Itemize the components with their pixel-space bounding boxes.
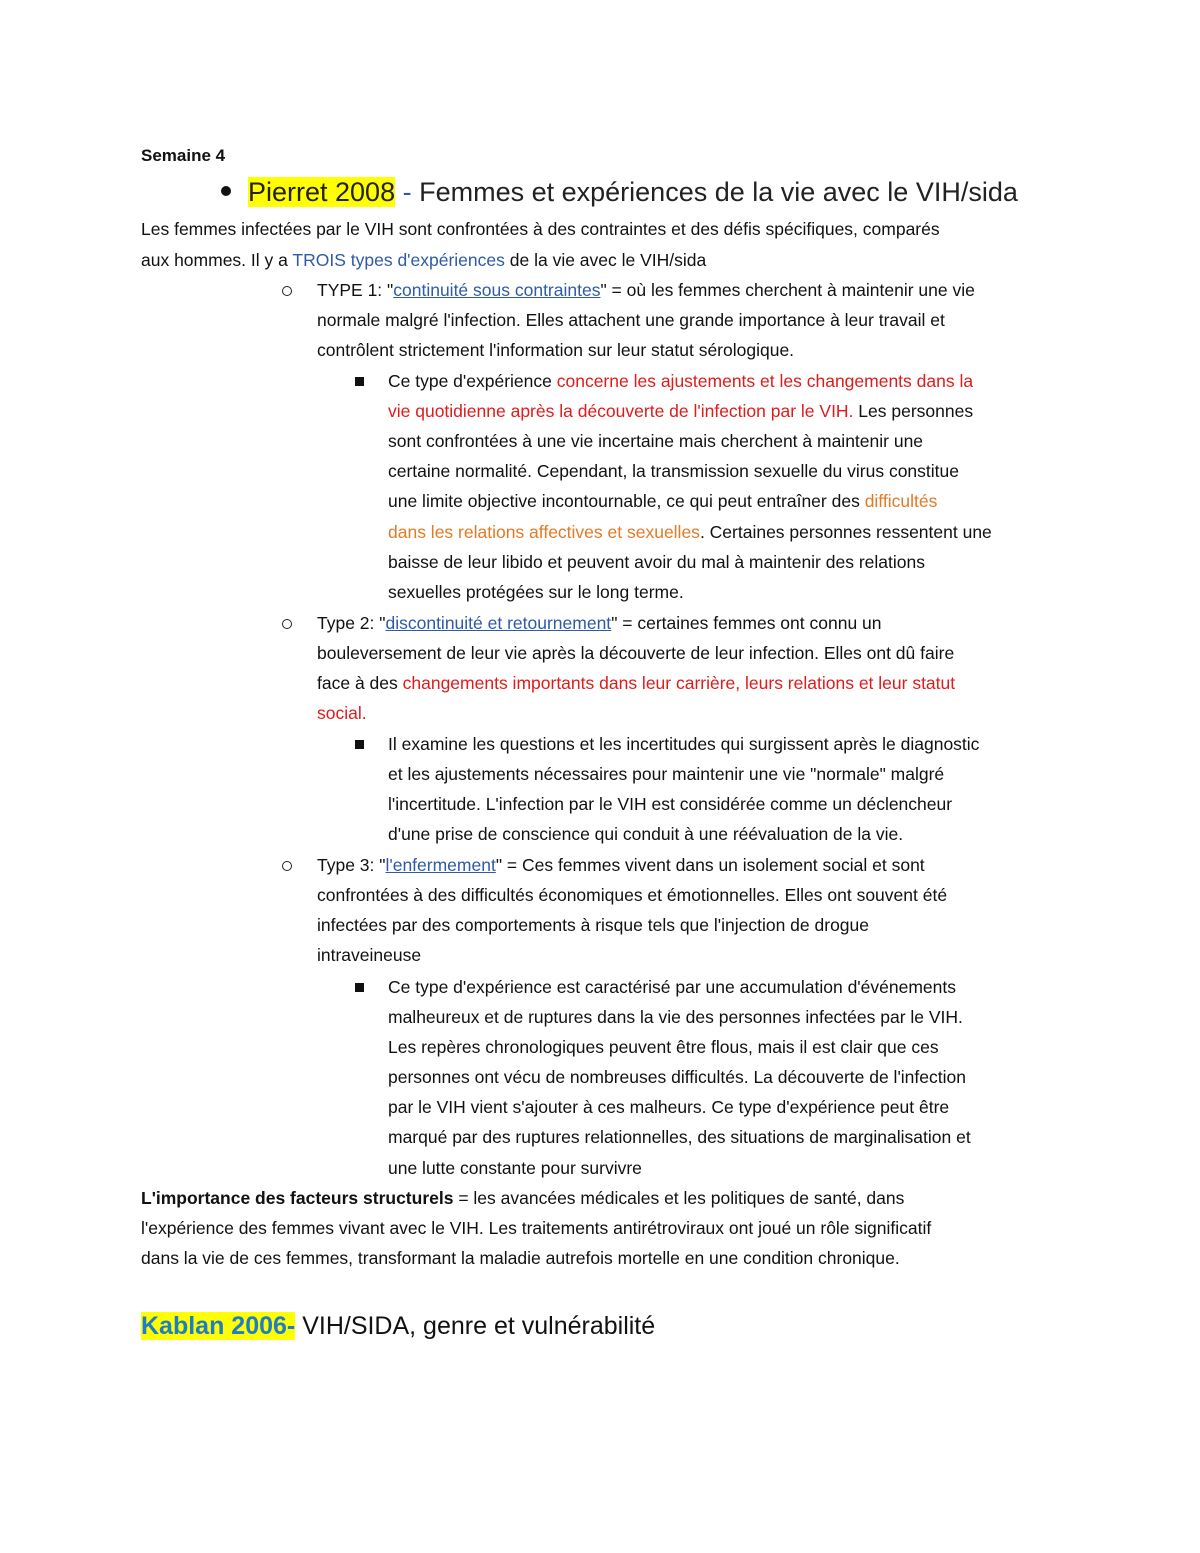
- paragraph-line: aux hommes. Il y a TROIS types d'expériences de la vie avec le VIH/sida: [141, 250, 707, 270]
- list-item-line: intraveineuse: [317, 945, 422, 965]
- sub-item-line: dans les relations affectives et sexuelles. Certaines personnes ressentent une: [388, 522, 992, 542]
- sub-item-line: d'une prise de conscience qui conduit à une réévaluation de la vie.: [388, 824, 904, 844]
- type3-link[interactable]: l'enfermement: [385, 855, 496, 875]
- sub-item-line: une limite objective incontournable, ce qui peut entraîner des difficultés: [388, 491, 938, 511]
- sub-item-line: Ce type d'expérience concerne les ajustements et les changements dans la: [388, 371, 974, 391]
- sub-item-line: vie quotidienne après la découverte de l'infection par le VIH. Les personnes: [388, 401, 974, 421]
- sub-item-line: certaine normalité. Cependant, la transmission sexuelle du virus constitue: [388, 461, 959, 481]
- square-bullet-icon: [355, 377, 364, 386]
- paragraph-line: L'importance des facteurs structurels = les avancées médicales et les politiques de santé, dans: [141, 1188, 905, 1208]
- bold-term: L'importance des facteurs structurels: [141, 1188, 454, 1208]
- list-item-line: confrontées à des difficultés économiques et émotionnelles. Elles ont souvent été: [317, 885, 948, 905]
- emphasis-text: TROIS types d'expériences: [292, 250, 505, 270]
- sub-item-line: malheureux et de ruptures dans la vie des personnes infectées par le VIH.: [388, 1007, 963, 1027]
- sub-item-line: Les repères chronologiques peuvent être flous, mais il est clair que ces: [388, 1037, 939, 1057]
- square-bullet-icon: [355, 983, 364, 992]
- list-item-type3: Type 3: "l'enfermement" = Ces femmes vivent dans un isolement social et sont: [317, 855, 925, 875]
- list-item-line: social.: [317, 703, 367, 723]
- sub-item-line: marqué par des ruptures relationnelles, des situations de marginalisation et: [388, 1127, 971, 1147]
- circle-bullet-icon: [282, 861, 292, 871]
- section-heading-kablan: [141, 1306, 655, 1346]
- sub-item-line: sont confrontées à une vie incertaine mais cherchent à maintenir une: [388, 431, 924, 451]
- sub-item-line: par le VIH vient s'ajouter à ces malheurs. Ce type d'expérience peut être: [388, 1097, 950, 1117]
- paragraph-line: Les femmes infectées par le VIH sont confrontées à des contraintes et des défis spécifiques, comparés: [141, 219, 940, 239]
- list-item-line: infectées par des comportements à risque tels que l'injection de drogue: [317, 915, 869, 935]
- sub-item-line: Il examine les questions et les incertitudes qui surgissent après le diagnostic: [388, 734, 980, 754]
- section-title: VIH/SIDA, genre et vulnérabilité: [295, 1312, 656, 1340]
- list-item-line: bouleversement de leur vie après la découverte de leur infection. Elles ont dû faire: [317, 643, 955, 663]
- section-heading-pierret: Pierret 2008 - Femmes et expériences de la vie avec le VIH/sida: [248, 177, 1018, 207]
- paragraph-line: l'expérience des femmes vivant avec le VIH. Les traitements antirétroviraux ont joué un rôle significatif: [141, 1218, 932, 1238]
- sub-item-line: personnes ont vécu de nombreuses difficultés. La découverte de l'infection: [388, 1067, 966, 1087]
- sub-item-line: l'incertitude. L'infection par le VIH est considérée comme un déclencheur: [388, 794, 953, 814]
- sub-item-line: une lutte constante pour survivre: [388, 1158, 642, 1178]
- sub-item-line: Ce type d'expérience est caractérisé par une accumulation d'événements: [388, 977, 956, 997]
- week-heading: Semaine 4: [141, 146, 226, 165]
- sub-item-line: sexuelles protégées sur le long terme.: [388, 582, 684, 602]
- type2-link[interactable]: discontinuité et retournement: [385, 613, 612, 633]
- square-bullet-icon: [355, 740, 364, 749]
- sub-item-line: baisse de leur libido et peuvent avoir du mal à maintenir des relations: [388, 552, 925, 572]
- list-item-type1: TYPE 1: "continuité sous contraintes" = où les femmes cherchent à maintenir une vie: [317, 280, 975, 300]
- circle-bullet-icon: [282, 619, 292, 629]
- list-item-type2: Type 2: "discontinuité et retournement" = certaines femmes ont connu un: [317, 613, 882, 633]
- list-item-line: contrôlent strictement l'information sur leur statut sérologique.: [317, 340, 795, 360]
- circle-bullet-icon: [282, 286, 292, 296]
- bullet-icon: [221, 186, 231, 196]
- sub-item-line: et les ajustements nécessaires pour maintenir une vie "normale" malgré: [388, 764, 945, 784]
- highlighted-reference: Pierret 2008: [248, 177, 396, 207]
- type1-link[interactable]: continuité sous contraintes: [393, 280, 601, 300]
- list-item-line: normale malgré l'infection. Elles attachent une grande importance à leur travail et: [317, 310, 945, 330]
- section-title: Femmes et expériences de la vie avec le VIH/sida: [419, 177, 1018, 207]
- list-item-line: face à des changements importants dans leur carrière, leurs relations et leur statut: [317, 673, 956, 693]
- highlighted-reference: Kablan 2006-: [141, 1312, 296, 1340]
- paragraph-line: dans la vie de ces femmes, transformant la maladie autrefois mortelle en une condition chronique.: [141, 1248, 900, 1268]
